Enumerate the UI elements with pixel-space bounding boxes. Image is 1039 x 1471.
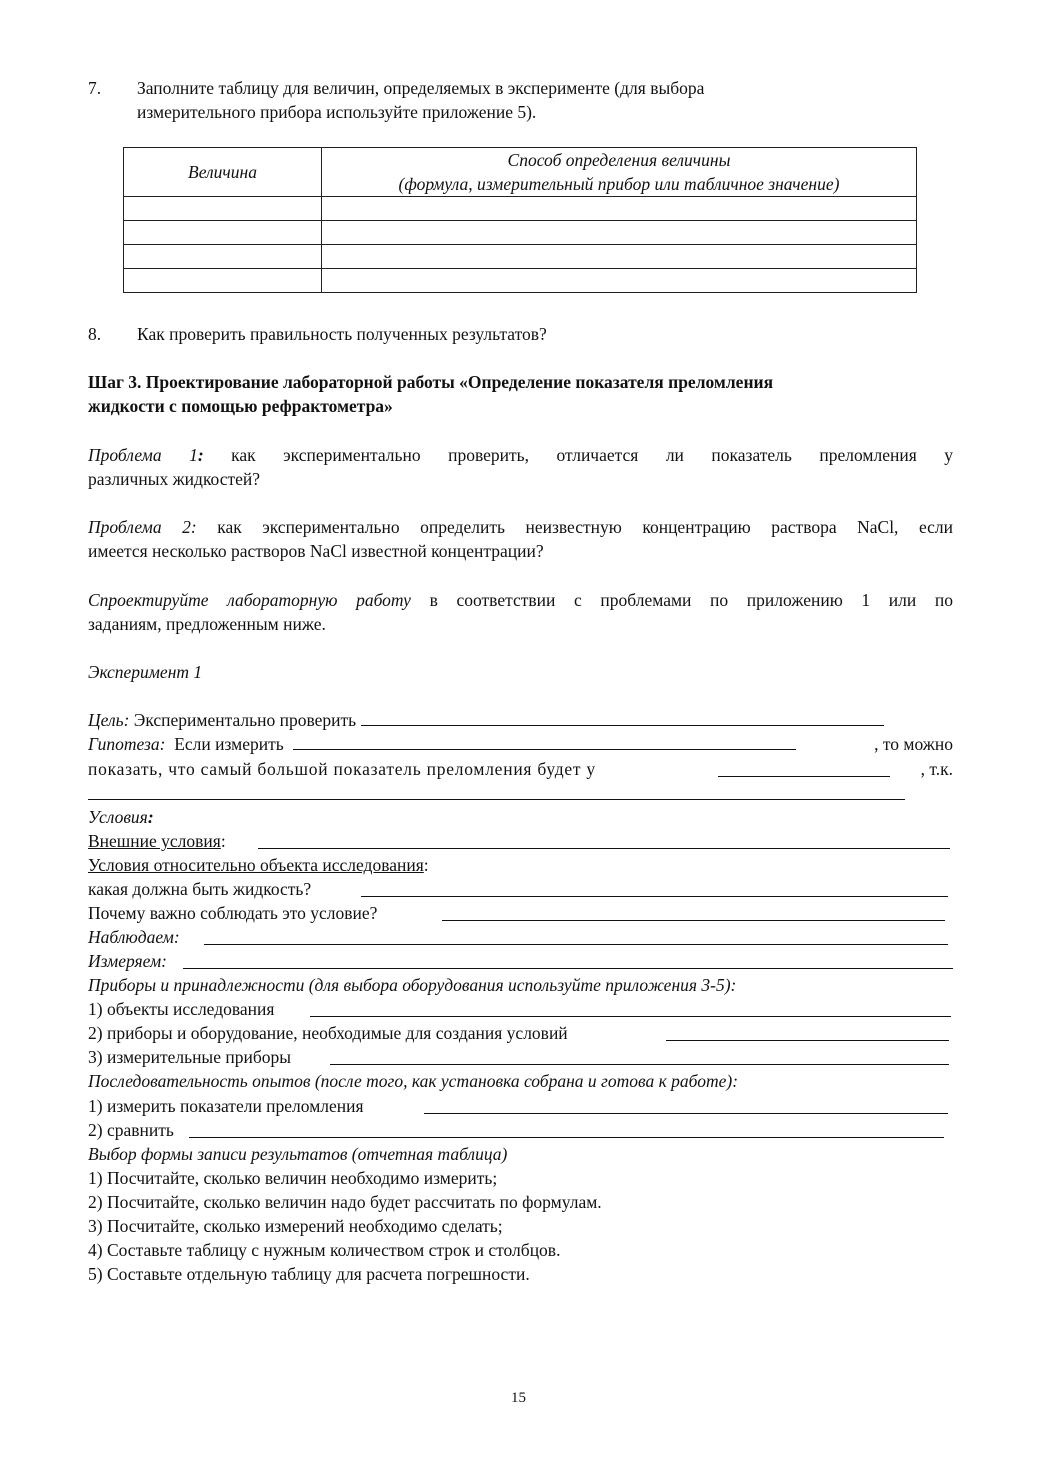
table-row (124, 221, 917, 245)
object-conditions-line: Условия относительно объекта исследования: (88, 855, 429, 875)
goal-blank[interactable] (361, 708, 884, 726)
observe-blank[interactable] (204, 927, 948, 945)
format-heading: Выбор формы записи результатов (отчетная таблица) (88, 1144, 508, 1164)
table-row (124, 269, 917, 293)
conditions-label: Условия: (88, 807, 154, 827)
question-8-number: 8. (88, 324, 102, 344)
devices-item-3-blank[interactable] (330, 1047, 949, 1065)
sequence-item-1-blank[interactable] (424, 1096, 948, 1114)
quantities-table (123, 147, 917, 293)
liquid-line: какая должна быть жидкость? (88, 877, 948, 901)
table-header-quantity: Величина (124, 148, 322, 197)
format-item-4: 4) Составьте таблицу с нужным количеством строк и столбцов. (88, 1240, 561, 1260)
table-row (124, 197, 917, 221)
format-item-5: 5) Составьте отдельную таблицу для расчета погрешности. (88, 1264, 530, 1284)
hypothesis-blank-3[interactable] (88, 799, 905, 800)
hypothesis-blank-2[interactable] (718, 759, 890, 777)
format-item-2: 2) Посчитайте, сколько величин надо будет рассчитать по формулам. (88, 1192, 602, 1212)
sequence-item-2: 2) сравнить (88, 1118, 944, 1142)
hypothesis-blank-1[interactable] (293, 732, 796, 750)
page-number: 15 (511, 1390, 526, 1406)
question-7-line-2: измерительного прибора используйте приложение 5). (137, 102, 537, 122)
sequence-item-2-blank[interactable] (189, 1120, 944, 1138)
devices-item-2: 2) приборы и оборудование, необходимые для создания условий (88, 1021, 949, 1045)
devices-item-2-blank[interactable] (666, 1023, 949, 1041)
hypothesis-line-1: Гипотеза: Если измерить , то можно (88, 734, 953, 754)
why-line: Почему важно соблюдать это условие? (88, 901, 945, 925)
devices-item-1: 1) объекты исследования (88, 997, 951, 1021)
hypothesis-line-2: показать, что самый большой показатель преломления будет у , т.к. (88, 759, 953, 779)
question-7-text (137, 76, 704, 124)
design-line-1: Спроектируйте лабораторную работу в соответствии с проблемами по приложению 1 или по (88, 590, 954, 610)
experiment-title: Эксперимент 1 (88, 662, 203, 682)
question-8-text: Как проверить правильность полученных результатов? (137, 324, 547, 344)
why-blank[interactable] (442, 903, 945, 921)
format-item-1: 1) Посчитайте, сколько величин необходимо измерить; (88, 1168, 498, 1188)
format-item-3: 3) Посчитайте, сколько измерений необходимо сделать; (88, 1216, 503, 1236)
devices-item-1-blank[interactable] (310, 999, 951, 1017)
sequence-item-1: 1) измерить показатели преломления (88, 1094, 948, 1118)
devices-heading: Приборы и принадлежности (для выбора оборудования используйте приложения 3-5): (88, 975, 737, 995)
step-3-heading: Шаг 3. Проектирование лабораторной работы «Определение показателя преломления жидкости с помощью рефрактометра» (88, 372, 774, 416)
design-line-2: заданиям, предложенным ниже. (88, 614, 326, 634)
goal-line: Цель: Экспериментально проверить (88, 708, 884, 732)
devices-item-3: 3) измерительные приборы (88, 1045, 949, 1069)
question-7-number: 7. (88, 78, 102, 98)
observe-line: Наблюдаем: (88, 925, 948, 949)
problem-1-line-2: различных жидкостей? (88, 469, 261, 489)
problem-2-line-2: имеется несколько растворов NaCl известной концентрации? (88, 541, 544, 561)
external-conditions-line: Внешние условия: (88, 829, 950, 853)
table-row (124, 245, 917, 269)
liquid-blank[interactable] (361, 879, 948, 897)
problem-2-line-1: Проблема 2: как экспериментально определить неизвестную концентрацию раствора NaCl, если (88, 517, 954, 537)
external-conditions-blank[interactable] (258, 831, 950, 849)
problem-1-line-1: Проблема 1: как экспериментально проверить, отличается ли показатель преломления у (88, 445, 954, 465)
measure-blank[interactable] (183, 951, 953, 969)
measure-line: Измеряем: (88, 949, 953, 973)
table-header-method: Способ определения величины (формула, измерительный прибор или табличное значение) (322, 148, 917, 197)
sequence-heading: Последовательность опытов (после того, как установка собрана и готова к работе): (88, 1071, 739, 1091)
question-7-line-1: Заполните таблицу для величин, определяемых в эксперименте (для выбора (137, 78, 705, 98)
